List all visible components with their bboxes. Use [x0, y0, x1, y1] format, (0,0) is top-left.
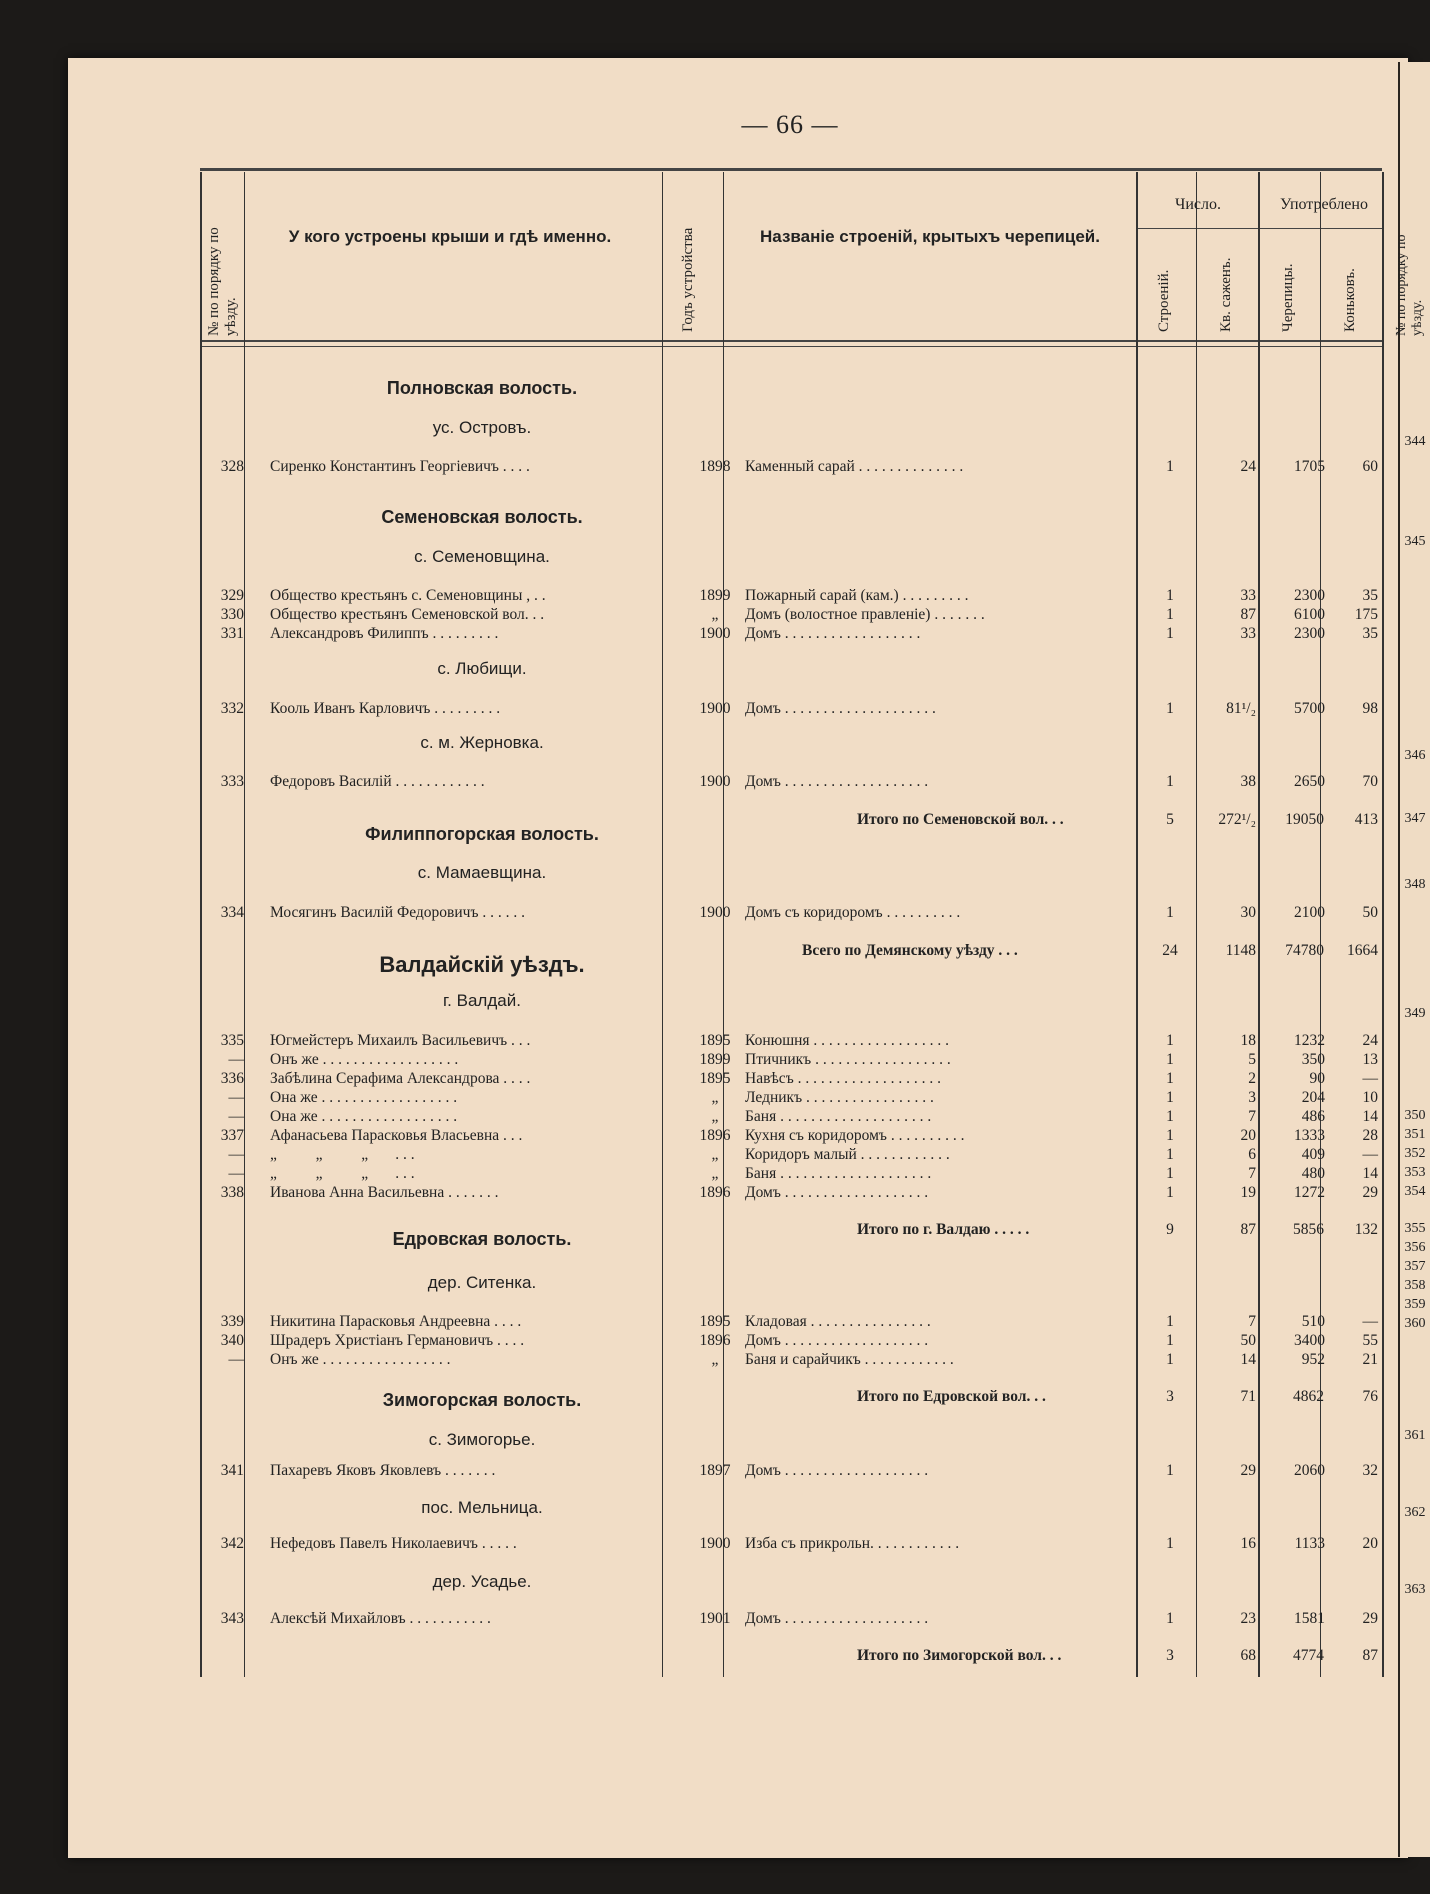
row-number: 337 — [220, 1127, 244, 1144]
section-place: с. Любищи. — [437, 659, 527, 678]
next-page-number: 346 — [1404, 748, 1426, 763]
row-year: 1900 — [699, 1535, 731, 1552]
row-tiles: 952 — [1301, 1351, 1325, 1368]
total-area: 68 — [1240, 1647, 1256, 1664]
row-ridges: — — [1362, 1313, 1378, 1330]
next-page-number: 345 — [1404, 534, 1426, 549]
row-count: 1 — [1166, 1332, 1174, 1349]
row-ridges: 10 — [1362, 1089, 1378, 1106]
header-owner: У кого устроены крыши и гдѣ именно. — [288, 227, 612, 246]
row-area: 18 — [1240, 1032, 1256, 1049]
row-year: „ — [711, 1351, 719, 1368]
row-area: 29 — [1240, 1462, 1256, 1479]
row-count: 1 — [1166, 773, 1174, 790]
row-year: 1900 — [699, 700, 731, 717]
row-tiles: 350 — [1301, 1051, 1325, 1068]
row-year: 1901 — [699, 1610, 731, 1627]
table-row — [200, 1462, 1400, 1481]
row-owner: Она же . . . . . . . . . . . . . . . . . . — [270, 1089, 458, 1106]
header-buildings: Строеній. — [1156, 269, 1172, 332]
row-year: 1897 — [699, 1462, 731, 1479]
header-year: Годъ устройства — [680, 227, 696, 332]
total-count: 9 — [1166, 1221, 1174, 1238]
row-tiles: 409 — [1301, 1146, 1325, 1163]
total-tiles: 19050 — [1285, 811, 1324, 828]
row-ridges: 21 — [1362, 1351, 1378, 1368]
row-year: 1896 — [699, 1332, 731, 1349]
row-building: Домъ . . . . . . . . . . . . . . . . . . . — [745, 1462, 929, 1479]
row-owner: Общество крестьянъ Семеновской вол. . . — [270, 606, 545, 623]
row-owner: Онъ же . . . . . . . . . . . . . . . . . . — [270, 1051, 459, 1068]
row-tiles: 3400 — [1294, 1332, 1325, 1349]
next-page-number: 358 — [1404, 1278, 1426, 1293]
row-owner: Она же . . . . . . . . . . . . . . . . . . — [270, 1108, 458, 1125]
total-area: 87 — [1240, 1221, 1256, 1238]
row-building: Домъ . . . . . . . . . . . . . . . . . . . — [745, 1610, 929, 1627]
row-year: 1900 — [699, 625, 731, 642]
row-ridges: 60 — [1362, 458, 1378, 475]
row-area: 23 — [1240, 1610, 1256, 1627]
total-label: Итого по Семеновской вол. . . — [857, 811, 1064, 828]
total-tiles: 5856 — [1293, 1221, 1324, 1238]
row-owner: Александровъ Филиппъ . . . . . . . . . — [270, 625, 499, 642]
row-tiles: 1581 — [1294, 1610, 1325, 1627]
row-owner: Иванова Анна Васильевна . . . . . . . — [270, 1184, 499, 1201]
section-place: ус. Островъ. — [432, 418, 532, 437]
row-year: 1900 — [699, 904, 731, 921]
header-area: Кв. саженъ. — [1218, 257, 1234, 332]
row-ridges: 175 — [1354, 606, 1378, 623]
row-count: 1 — [1166, 1070, 1174, 1087]
row-count: 1 — [1166, 904, 1174, 921]
row-number: 333 — [220, 773, 244, 790]
row-tiles: 510 — [1301, 1313, 1325, 1330]
row-number: — — [228, 1146, 244, 1163]
total-count: 24 — [1162, 942, 1178, 959]
next-page-number: 347 — [1404, 811, 1426, 826]
row-number: 335 — [220, 1032, 244, 1049]
row-ridges: 70 — [1362, 773, 1378, 790]
table-row — [200, 1610, 1400, 1629]
row-year: „ — [711, 1165, 719, 1182]
row-tiles: 2100 — [1294, 904, 1325, 921]
row-building: Домъ . . . . . . . . . . . . . . . . . . . — [745, 1332, 929, 1349]
row-owner: Онъ же . . . . . . . . . . . . . . . . . — [270, 1351, 451, 1368]
row-owner: Федоровъ Василій . . . . . . . . . . . . — [270, 773, 485, 790]
row-number: 329 — [220, 587, 244, 604]
next-page-number: 352 — [1404, 1146, 1426, 1161]
section-volost: Полновская волость. — [386, 378, 578, 398]
row-count: 1 — [1166, 1313, 1174, 1330]
row-count: 1 — [1166, 1184, 1174, 1201]
row-count: 1 — [1166, 700, 1174, 717]
col-divider-6 — [1196, 172, 1197, 1677]
row-area: 50 — [1240, 1332, 1256, 1349]
row-tiles: 2650 — [1294, 773, 1325, 790]
row-building: Домъ . . . . . . . . . . . . . . . . . . . . — [745, 700, 936, 717]
section-place: с. Мамаевщина. — [417, 863, 547, 882]
row-building: Кладовая . . . . . . . . . . . . . . . . — [745, 1313, 931, 1330]
row-tiles: 1705 — [1294, 458, 1325, 475]
table-row — [200, 587, 1400, 606]
section-volost: Филиппогорская волость. — [365, 824, 599, 844]
row-owner: Мосягинъ Василій Федоровичъ . . . . . . — [270, 904, 525, 921]
total-area: 71 — [1240, 1388, 1256, 1405]
row-owner: Кооль Иванъ Карловичъ . . . . . . . . . — [270, 700, 501, 717]
header-building: Названіе строеній, крытыхъ черепицей. — [760, 227, 1100, 246]
row-building: Птичникъ . . . . . . . . . . . . . . . . . . — [745, 1051, 951, 1068]
row-area: 30 — [1240, 904, 1256, 921]
row-year: 1899 — [699, 587, 731, 604]
row-tiles: 480 — [1301, 1165, 1325, 1182]
row-number: 341 — [220, 1462, 244, 1479]
table-row — [200, 1313, 1400, 1332]
section-volost: Едровская волость. — [392, 1229, 572, 1249]
row-year: 1898 — [699, 458, 731, 475]
header-bottom-rule — [200, 340, 1382, 342]
next-page-number: 348 — [1404, 877, 1426, 892]
row-owner: „ „ „ . . . — [270, 1165, 415, 1182]
next-page-number: 344 — [1404, 434, 1426, 449]
row-tiles: 6100 — [1294, 606, 1325, 623]
next-page-number: 363 — [1404, 1582, 1426, 1597]
row-building: Домъ . . . . . . . . . . . . . . . . . . — [745, 625, 921, 642]
row-building: Изба съ прикрольн. . . . . . . . . . . . — [745, 1535, 960, 1552]
row-building: Ледникъ . . . . . . . . . . . . . . . . . — [745, 1089, 934, 1106]
col-divider-1 — [200, 172, 202, 1677]
row-building: Домъ съ коридоромъ . . . . . . . . . . — [745, 904, 961, 921]
row-area: 7 — [1248, 1108, 1256, 1125]
row-number: 334 — [220, 904, 244, 921]
total-tiles: 4862 — [1293, 1388, 1324, 1405]
row-area: 3 — [1248, 1089, 1256, 1106]
table-row — [200, 1032, 1400, 1051]
row-year: 1895 — [699, 1032, 731, 1049]
total-row — [742, 942, 1378, 961]
row-number: 343 — [220, 1610, 244, 1627]
next-page-number: 362 — [1404, 1505, 1426, 1520]
table-row — [200, 458, 1400, 477]
col-divider-8 — [1320, 172, 1321, 1677]
total-count: 3 — [1166, 1647, 1174, 1664]
row-building: Баня и сарайчикъ . . . . . . . . . . . . — [745, 1351, 954, 1368]
row-ridges: 35 — [1362, 625, 1378, 642]
row-ridges: 55 — [1362, 1332, 1378, 1349]
row-count: 1 — [1166, 1610, 1174, 1627]
row-area: 24 — [1240, 458, 1256, 475]
row-owner: Шрадеръ Христіанъ Германовичъ . . . . — [270, 1332, 525, 1349]
row-area: 33 — [1240, 625, 1256, 642]
table-row — [200, 1108, 1400, 1127]
row-year: 1900 — [699, 773, 731, 790]
next-page-header: № по порядку по уѣзду. — [1394, 234, 1425, 336]
row-count: 1 — [1166, 1051, 1174, 1068]
table-row — [200, 1165, 1400, 1184]
col-divider-4 — [723, 172, 724, 1677]
row-number: 339 — [220, 1313, 244, 1330]
row-tiles: 1232 — [1294, 1032, 1325, 1049]
table-top-rule — [200, 168, 1382, 171]
row-year: „ — [711, 1146, 719, 1163]
row-building: Коридоръ малый . . . . . . . . . . . . — [745, 1146, 950, 1163]
section-place: дер. Усадье. — [432, 1572, 532, 1591]
table-row — [200, 773, 1400, 792]
row-number: 338 — [220, 1184, 244, 1201]
total-row — [742, 811, 1378, 830]
header-count-group: Число. — [1174, 196, 1222, 213]
row-year: „ — [711, 606, 719, 623]
next-page-number: 361 — [1404, 1428, 1426, 1443]
row-ridges: 14 — [1362, 1165, 1378, 1182]
next-page-number: 349 — [1404, 1006, 1426, 1021]
row-count: 1 — [1166, 1127, 1174, 1144]
row-tiles: 5700 — [1294, 700, 1325, 717]
row-year: „ — [711, 1108, 719, 1125]
row-ridges: 98 — [1362, 700, 1378, 717]
total-label: Итого по г. Валдаю . . . . . — [857, 1221, 1030, 1238]
row-year: „ — [711, 1089, 719, 1106]
row-building: Баня . . . . . . . . . . . . . . . . . . . . — [745, 1165, 932, 1182]
next-page-number: 354 — [1404, 1184, 1426, 1199]
row-number: — — [228, 1351, 244, 1368]
row-tiles: 2300 — [1294, 625, 1325, 642]
row-ridges: 24 — [1362, 1032, 1378, 1049]
total-count: 3 — [1166, 1388, 1174, 1405]
row-building: Навѣсъ . . . . . . . . . . . . . . . . . . . — [745, 1070, 941, 1087]
row-tiles: 90 — [1309, 1070, 1325, 1087]
row-count: 1 — [1166, 1108, 1174, 1125]
row-count: 1 — [1166, 587, 1174, 604]
next-page-number: 353 — [1404, 1165, 1426, 1180]
row-number: 328 — [220, 458, 244, 475]
table-row — [200, 1351, 1400, 1370]
header-ridges: Коньковъ. — [1342, 268, 1358, 332]
table-row — [200, 904, 1400, 923]
section-volost: Семеновская волость. — [381, 507, 583, 527]
next-page-number: 350 — [1404, 1108, 1426, 1123]
row-ridges: 14 — [1362, 1108, 1378, 1125]
section-place: с. м. Жерновка. — [420, 733, 544, 752]
next-page-number: 359 — [1404, 1297, 1426, 1312]
row-owner: Югмейстеръ Михаилъ Васильевичъ . . . — [270, 1032, 531, 1049]
row-tiles: 2300 — [1294, 587, 1325, 604]
row-ridges: 35 — [1362, 587, 1378, 604]
row-tiles: 1333 — [1294, 1127, 1325, 1144]
row-number: 331 — [220, 625, 244, 642]
total-ridges: 413 — [1354, 811, 1378, 828]
row-building: Домъ . . . . . . . . . . . . . . . . . . . — [745, 1184, 929, 1201]
row-area: 5 — [1248, 1051, 1256, 1068]
row-building: Конюшня . . . . . . . . . . . . . . . . . . — [745, 1032, 950, 1049]
row-building: Каменный сарай . . . . . . . . . . . . . . — [745, 458, 964, 475]
row-number: 332 — [220, 700, 244, 717]
row-tiles: 204 — [1301, 1089, 1325, 1106]
total-count: 5 — [1166, 811, 1174, 828]
row-area: 19 — [1240, 1184, 1256, 1201]
row-year: 1895 — [699, 1313, 731, 1330]
row-area: 87 — [1240, 606, 1256, 623]
total-row — [742, 1388, 1378, 1407]
total-ridges: 87 — [1362, 1647, 1378, 1664]
table-row — [200, 1051, 1400, 1070]
total-tiles: 4774 — [1293, 1647, 1324, 1664]
row-count: 1 — [1166, 1535, 1174, 1552]
section-place: с. Зимогорье. — [428, 1430, 536, 1449]
section-volost: Зимогорская волость. — [382, 1390, 582, 1410]
section-place: г. Валдай. — [443, 991, 521, 1010]
total-ridges: 1664 — [1347, 942, 1378, 959]
row-area: 38 — [1240, 773, 1256, 790]
row-number: — — [228, 1089, 244, 1106]
col-divider-9 — [1382, 172, 1384, 1677]
table-row — [200, 1127, 1400, 1146]
section-place: дер. Ситенка. — [427, 1273, 537, 1292]
row-count: 1 — [1166, 1351, 1174, 1368]
row-tiles: 1272 — [1294, 1184, 1325, 1201]
section-uezd: Валдайскій уѣздъ. — [379, 952, 585, 977]
header-tiles: Черепицы. — [1280, 263, 1296, 332]
row-ridges: 29 — [1362, 1610, 1378, 1627]
next-page-number: 356 — [1404, 1240, 1426, 1255]
row-count: 1 — [1166, 625, 1174, 642]
next-page-number: 355 — [1404, 1221, 1426, 1236]
row-owner: Нефедовъ Павелъ Николаевичъ . . . . . — [270, 1535, 517, 1552]
row-year: 1896 — [699, 1127, 731, 1144]
row-count: 1 — [1166, 458, 1174, 475]
row-number: — — [228, 1165, 244, 1182]
row-count: 1 — [1166, 1462, 1174, 1479]
table-row — [200, 1332, 1400, 1351]
row-owner: Общество крестьянъ с. Семеновщины , . . — [270, 587, 546, 604]
table-row — [200, 1184, 1400, 1203]
row-ridges: 32 — [1362, 1462, 1378, 1479]
total-tiles: 74780 — [1285, 942, 1324, 959]
row-year: 1895 — [699, 1070, 731, 1087]
row-owner: Сиренко Константинъ Георгіевичъ . . . . — [270, 458, 530, 475]
table-row — [200, 606, 1400, 625]
total-row — [742, 1221, 1378, 1240]
table-row — [200, 1070, 1400, 1089]
header-bottom-rule-2 — [200, 346, 1382, 347]
row-number: 340 — [220, 1332, 244, 1349]
row-area: 7 — [1248, 1313, 1256, 1330]
row-ridges: 29 — [1362, 1184, 1378, 1201]
row-area: 81¹/₂ — [1226, 700, 1256, 717]
row-count: 1 — [1166, 606, 1174, 623]
row-ridges: 50 — [1362, 904, 1378, 921]
row-owner: Афанасьева Парасковья Власьевна . . . — [270, 1127, 523, 1144]
section-place: пос. Мельница. — [421, 1498, 543, 1517]
next-page-number: 360 — [1404, 1316, 1426, 1331]
row-year: 1899 — [699, 1051, 731, 1068]
row-count: 1 — [1166, 1165, 1174, 1182]
row-tiles: 1133 — [1294, 1535, 1325, 1552]
row-area: 2 — [1248, 1070, 1256, 1087]
next-page-number: 357 — [1404, 1259, 1426, 1274]
row-year: 1896 — [699, 1184, 731, 1201]
table-row — [200, 1089, 1400, 1108]
row-owner: Никитина Парасковья Андреевна . . . . — [270, 1313, 522, 1330]
total-ridges: 132 — [1354, 1221, 1378, 1238]
header-used-group: Употреблено — [1280, 196, 1368, 213]
row-building: Баня . . . . . . . . . . . . . . . . . . . . — [745, 1108, 932, 1125]
total-area: 1148 — [1225, 942, 1256, 959]
row-owner: Забѣлина Серафима Александрова . . . . — [270, 1070, 531, 1087]
row-area: 33 — [1240, 587, 1256, 604]
row-ridges: — — [1362, 1070, 1378, 1087]
row-number: — — [228, 1051, 244, 1068]
row-area: 7 — [1248, 1165, 1256, 1182]
row-owner: Алексѣй Михайловъ . . . . . . . . . . . — [270, 1610, 491, 1627]
page-number: — 66 — — [741, 110, 839, 139]
row-owner: Пахаревъ Яковъ Яковлевъ . . . . . . . — [270, 1462, 496, 1479]
row-tiles: 2060 — [1294, 1462, 1325, 1479]
total-row — [742, 1647, 1378, 1666]
row-building: Домъ . . . . . . . . . . . . . . . . . . . — [745, 773, 929, 790]
row-building: Кухня съ коридоромъ . . . . . . . . . . — [745, 1127, 965, 1144]
row-count: 1 — [1166, 1089, 1174, 1106]
row-number: 330 — [220, 606, 244, 623]
row-building: Домъ (волостное правленіе) . . . . . . . — [745, 606, 985, 623]
row-number: 336 — [220, 1070, 244, 1087]
row-building: Пожарный сарай (кам.) . . . . . . . . . — [745, 587, 969, 604]
total-label: Всего по Демянскому уѣзду . . . — [802, 942, 1018, 959]
row-owner: „ „ „ . . . — [270, 1146, 415, 1163]
row-ridges: 20 — [1362, 1535, 1378, 1552]
header-number: № по порядку по уѣзду. — [206, 227, 239, 336]
row-tiles: 486 — [1301, 1108, 1325, 1125]
row-area: 14 — [1240, 1351, 1256, 1368]
total-label: Итого по Едровской вол. . . — [857, 1388, 1046, 1405]
row-count: 1 — [1166, 1032, 1174, 1049]
row-count: 1 — [1166, 1146, 1174, 1163]
table-row — [200, 1535, 1400, 1554]
next-page-number: 351 — [1404, 1127, 1426, 1142]
row-number: 342 — [220, 1535, 244, 1552]
col-divider-5 — [1136, 172, 1138, 1677]
section-place: с. Семеновщина. — [414, 547, 550, 566]
row-ridges: — — [1362, 1146, 1378, 1163]
total-ridges: 76 — [1362, 1388, 1378, 1405]
row-area: 20 — [1240, 1127, 1256, 1144]
total-area: 272¹/₂ — [1218, 811, 1256, 828]
table-row — [200, 1146, 1400, 1165]
row-area: 16 — [1240, 1535, 1256, 1552]
row-ridges: 13 — [1362, 1051, 1378, 1068]
total-label: Итого по Зимогорской вол. . . — [857, 1647, 1062, 1664]
row-number: — — [228, 1108, 244, 1125]
table-row — [200, 700, 1400, 719]
row-area: 6 — [1248, 1146, 1256, 1163]
row-ridges: 28 — [1362, 1127, 1378, 1144]
table-row — [200, 625, 1400, 644]
count-group-rule — [1138, 228, 1382, 229]
col-divider-7 — [1258, 172, 1260, 1677]
